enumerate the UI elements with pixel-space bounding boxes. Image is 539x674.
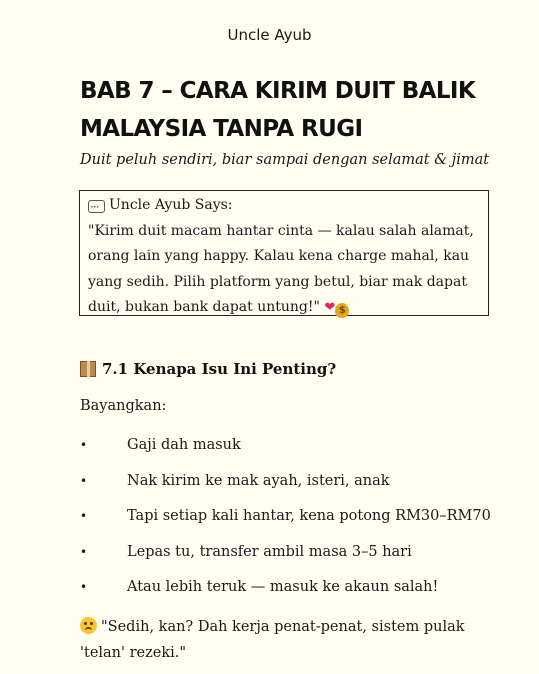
section-heading-text: 7.1 Kenapa Isu Ini Penting? bbox=[102, 360, 337, 378]
quote-heading: Uncle Ayub Says: bbox=[109, 197, 233, 213]
author-header: Uncle Ayub bbox=[227, 26, 312, 44]
quote-text: "Kirim duit macam hantar cinta — kalau salah alamat, orang lain yang happy. Kalau kena charge mahal, kau yang sedih. Pilih platform yang betul, biar mak dapat duit, bukan bank dapat untung!" bbox=[88, 222, 474, 315]
heart-icon: ❤ bbox=[324, 300, 336, 315]
money-bag-icon: $ bbox=[335, 303, 349, 318]
list-item: • Atau lebih teruk — masuk ke akaun salah! bbox=[80, 574, 491, 610]
section-heading bbox=[80, 360, 336, 378]
section-intro: Bayangkan: bbox=[80, 398, 167, 414]
bullet-list bbox=[80, 432, 491, 610]
chapter-title: BAB 7 – CARA KIRIM DUIT BALIK MALAYSIA TANPA RUGI bbox=[80, 78, 476, 142]
chapter-subtitle: Duit peluh sendiri, biar sampai dengan selamat & jimat bbox=[80, 152, 490, 168]
package-box-icon bbox=[80, 361, 96, 377]
quote-paragraph bbox=[88, 219, 480, 321]
closing-paragraph bbox=[80, 614, 480, 666]
list-item: • Lepas tu, transfer ambil masa 3–5 hari bbox=[80, 539, 491, 575]
speech-bubble-icon bbox=[88, 200, 105, 213]
quote-heading-row bbox=[88, 193, 480, 219]
closing-text: "Sedih, kan? Dah kerja penat-penat, sistem pulak 'telan' rezeki." bbox=[80, 619, 465, 661]
list-item: • Tapi setiap kali hantar, kena potong RM30–RM70 bbox=[80, 503, 491, 539]
list-item: • Gaji dah masuk bbox=[80, 432, 491, 468]
sad-face-icon bbox=[80, 617, 97, 634]
uncle-ayub-quote-box bbox=[79, 190, 489, 316]
list-item: • Nak kirim ke mak ayah, isteri, anak bbox=[80, 468, 491, 504]
